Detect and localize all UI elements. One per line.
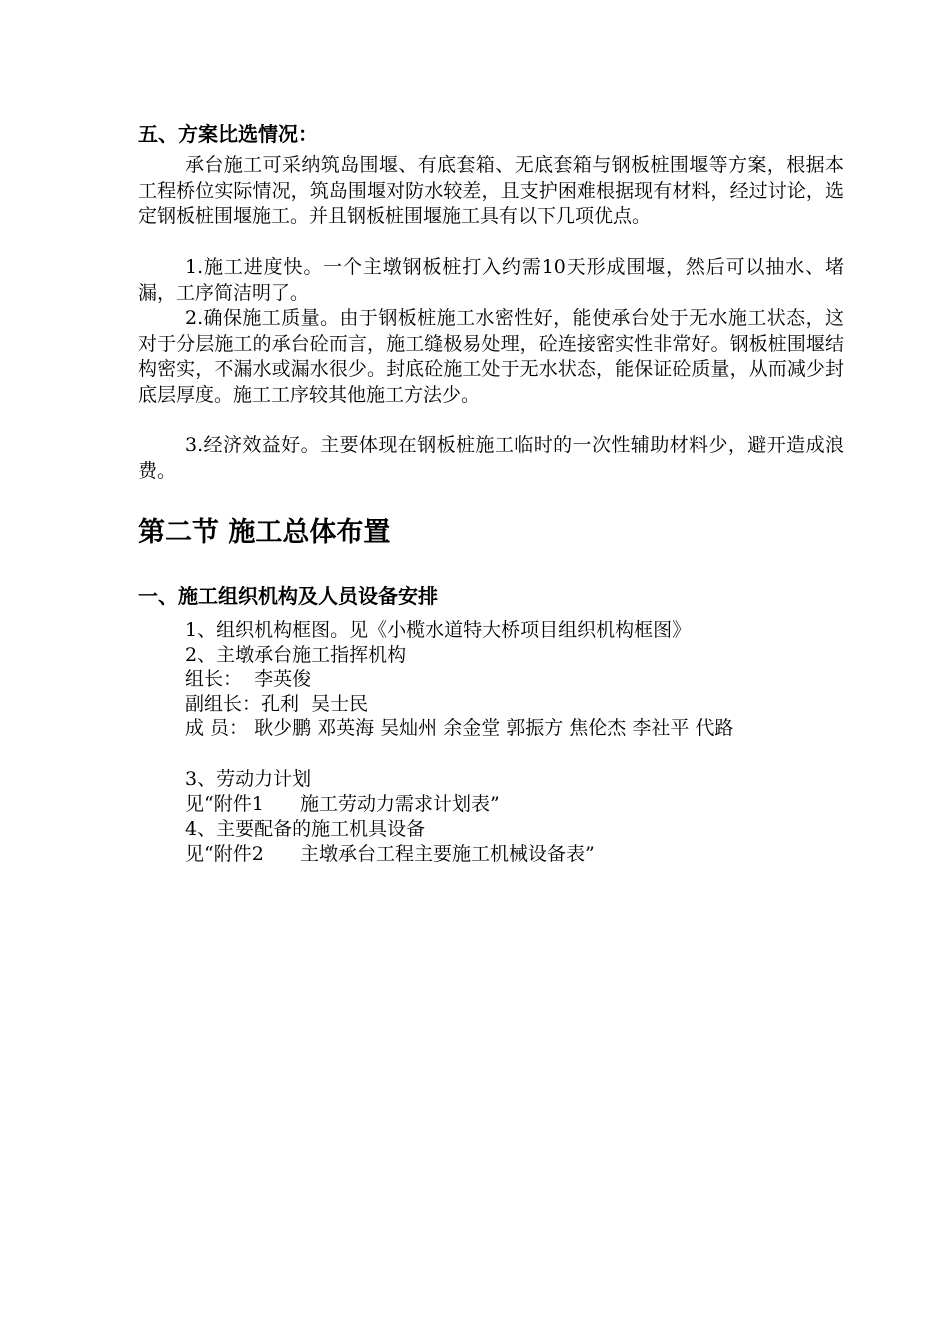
attachment-1-line: 见“附件1 施工劳动力需求计划表” — [185, 793, 500, 815]
section-heading-1: 一、施工组织机构及人员设备安排 — [138, 584, 438, 608]
leader-line: 组长： 李英俊 — [185, 668, 312, 690]
point-3-paragraph: 3.经济效益好。主要体现在钢板桩施工临时的一次性辅助材料少，避开造成浪费。 — [138, 434, 844, 482]
attachment-2-line: 见“附件2 主墩承台工程主要施工机械设备表” — [185, 843, 595, 865]
deputy-leader-line: 副组长：孔利 吴士民 — [185, 693, 369, 715]
item-3-labor: 3、劳动力计划 — [185, 768, 312, 790]
point-1-paragraph: 1.施工进度快。一个主墩钢板桩打入约需10天形成围堰，然后可以抽水、堵漏，工序简洁明了。 — [138, 256, 844, 304]
point-2-paragraph: 2.确保施工质量。由于钢板桩施工水密性好，能使承台处于无水施工状态，这对于分层施工的承台砼而言，施工缝极易处理，砼连接密实性非常好。钢板桩围堰结构密实，不漏水或漏水很少。封底砼施工处于无水状态，能保证砼质量，从而减少封底层厚度。施工工序较其他施工方法少。 — [138, 307, 844, 406]
chapter-title: 第二节 施工总体布置 — [138, 517, 391, 548]
item-4-equipment: 4、主要配备的施工机具设备 — [185, 818, 426, 840]
members-line: 成 员： 耿少鹏 邓英海 吴灿州 余金堂 郭振方 焦伦杰 李社平 代路 — [185, 717, 734, 739]
item-2-command: 2、主墩承台施工指挥机构 — [185, 644, 407, 666]
item-1-org-chart: 1、组织机构框图。见《小榄水道特大桥项目组织机构框图》 — [185, 619, 692, 641]
section-heading-5: 五、方案比选情况： — [138, 122, 318, 146]
intro-paragraph: 承台施工可采纳筑岛围堰、有底套箱、无底套箱与钢板桩围堰等方案，根据本工程桥位实际情况，筑岛围堰对防水较差，且支护困难根据现有材料，经过讨论，选定钢板桩围堰施工。并且钢板桩围堰施工具有以下几项优点。 — [138, 154, 844, 227]
